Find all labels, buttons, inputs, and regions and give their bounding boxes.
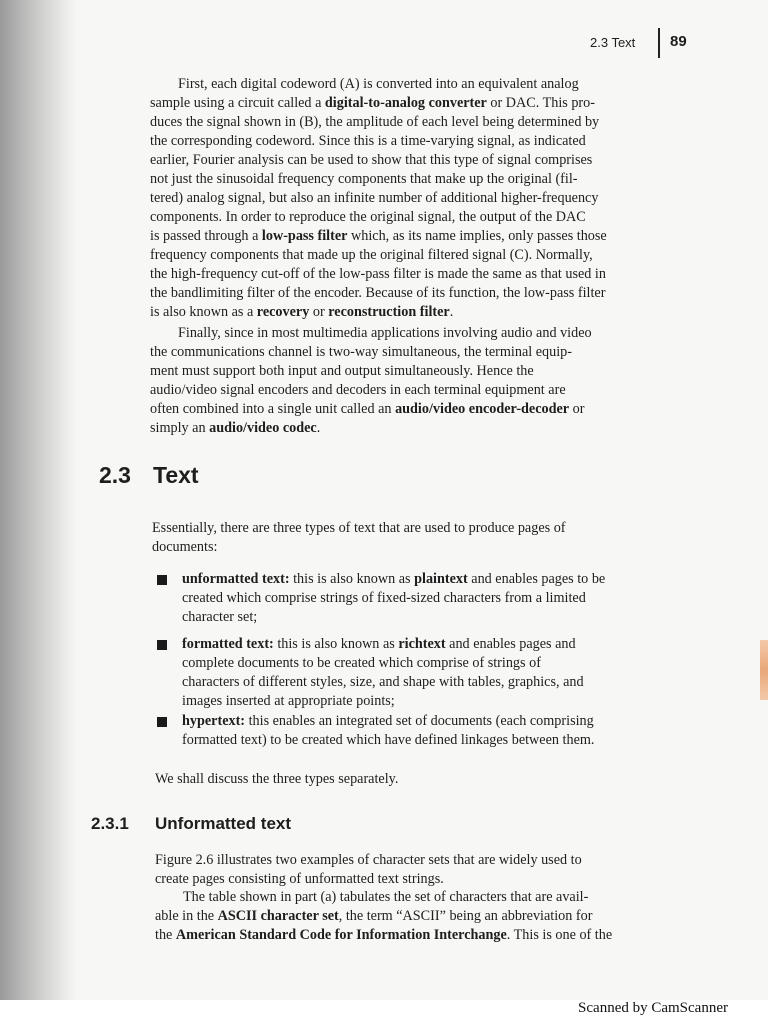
- bullet-3-line: formatted text) to be created which have defined linkages between them.: [182, 732, 595, 748]
- paragraph-1-line: earlier, Fourier analysis can be used to show that this type of signal comprises: [150, 152, 593, 168]
- section-title: Text: [153, 462, 199, 488]
- running-header-section: 2.3 Text: [590, 35, 636, 50]
- page-binding-shadow: [0, 0, 78, 1000]
- bullet-1-line: created which comprise strings of fixed-sized characters from a limited: [182, 590, 586, 606]
- bullet-icon: [157, 575, 167, 585]
- running-header-rule: [658, 28, 660, 58]
- scanner-watermark: Scanned by CamScanner: [578, 1000, 728, 1016]
- paragraph-1-line: frequency components that made up the original filtered signal (C). Normally,: [150, 247, 593, 263]
- paragraph-2-line: audio/video signal encoders and decoders in each terminal equipment are: [150, 382, 566, 398]
- paragraph-1-line: duces the signal shown in (B), the amplitude of each level being determined by: [150, 114, 600, 130]
- bullet-icon: [157, 640, 167, 650]
- scanner-footer: [0, 1000, 768, 1024]
- paragraph-1-line: the high-frequency cut-off of the low-pass filter is made the same as that used in: [150, 266, 606, 282]
- bullet-2-line: images inserted at appropriate points;: [182, 693, 395, 709]
- paragraph-4-line: We shall discuss the three types separately.: [155, 771, 399, 787]
- paragraph-3-line: documents:: [152, 539, 218, 555]
- paragraph-1-line: sample using a circuit called a digital-to-analog converter or DAC. This pro-: [150, 95, 595, 111]
- paragraph-1-line: First, each digital codeword (A) is converted into an equivalent analog: [178, 76, 579, 92]
- paragraph-1-line: is passed through a low-pass filter which, as its name implies, only passes those: [150, 228, 607, 244]
- bullet-1-line: character set;: [182, 609, 258, 625]
- paragraph-1-line: tered) analog signal, but also an infinite number of additional higher-frequency: [150, 190, 599, 206]
- paragraph-2-line: Finally, since in most multimedia applications involving audio and video: [178, 325, 592, 341]
- page-edge-tint: [760, 640, 768, 700]
- paragraph-2-line: often combined into a single unit called an audio/video encoder-decoder or: [150, 401, 585, 417]
- paragraph-1-line: the corresponding codeword. Since this is a time-varying signal, as indicated: [150, 133, 586, 149]
- subsection-title: Unformatted text: [155, 814, 292, 833]
- paragraph-1-line: components. In order to reproduce the original signal, the output of the DAC: [150, 209, 586, 225]
- paragraph-3-line: Essentially, there are three types of text that are used to produce pages of: [152, 520, 566, 536]
- paragraph-5-line: create pages consisting of unformatted text strings.: [155, 871, 444, 887]
- subsection-number: 2.3.1: [91, 814, 129, 833]
- bullet-2-line: characters of different styles, size, and shape with tables, graphics, and: [182, 674, 584, 690]
- paragraph-6-line: able in the ASCII character set, the term “ASCII” being an abbreviation for: [155, 908, 593, 924]
- running-header: [590, 34, 710, 58]
- paragraph-5-line: Figure 2.6 illustrates two examples of character sets that are widely used to: [155, 852, 582, 868]
- section-number: 2.3: [99, 462, 131, 488]
- paragraph-2-line: the communications channel is two-way simultaneous, the terminal equip-: [150, 344, 572, 360]
- paragraph-1-line: the bandlimiting filter of the encoder. Because of its function, the low-pass filter: [150, 285, 606, 301]
- bullet-icon: [157, 717, 167, 727]
- bullet-2-line: complete documents to be created which comprise of strings of: [182, 655, 541, 671]
- paragraph-2-line: ment must support both input and output simultaneously. Hence the: [150, 363, 534, 379]
- paragraph-6-line: The table shown in part (a) tabulates the set of characters that are avail-: [183, 889, 589, 905]
- paragraph-1-line: not just the sinusoidal frequency components that make up the original (fil-: [150, 171, 578, 187]
- paragraph-2-line: simply an audio/video codec.: [150, 420, 321, 436]
- page-number: 89: [670, 33, 687, 50]
- bullet-2-line: formatted text: this is also known as richtext and enables pages and: [182, 636, 576, 652]
- bullet-3-line: hypertext: this enables an integrated set of documents (each comprising: [182, 713, 594, 729]
- paragraph-6-line: the American Standard Code for Information Interchange. This is one of the: [155, 927, 613, 943]
- paragraph-1-line: is also known as a recovery or reconstruction filter.: [150, 304, 454, 320]
- bullet-1-line: unformatted text: this is also known as plaintext and enables pages to be: [182, 571, 606, 587]
